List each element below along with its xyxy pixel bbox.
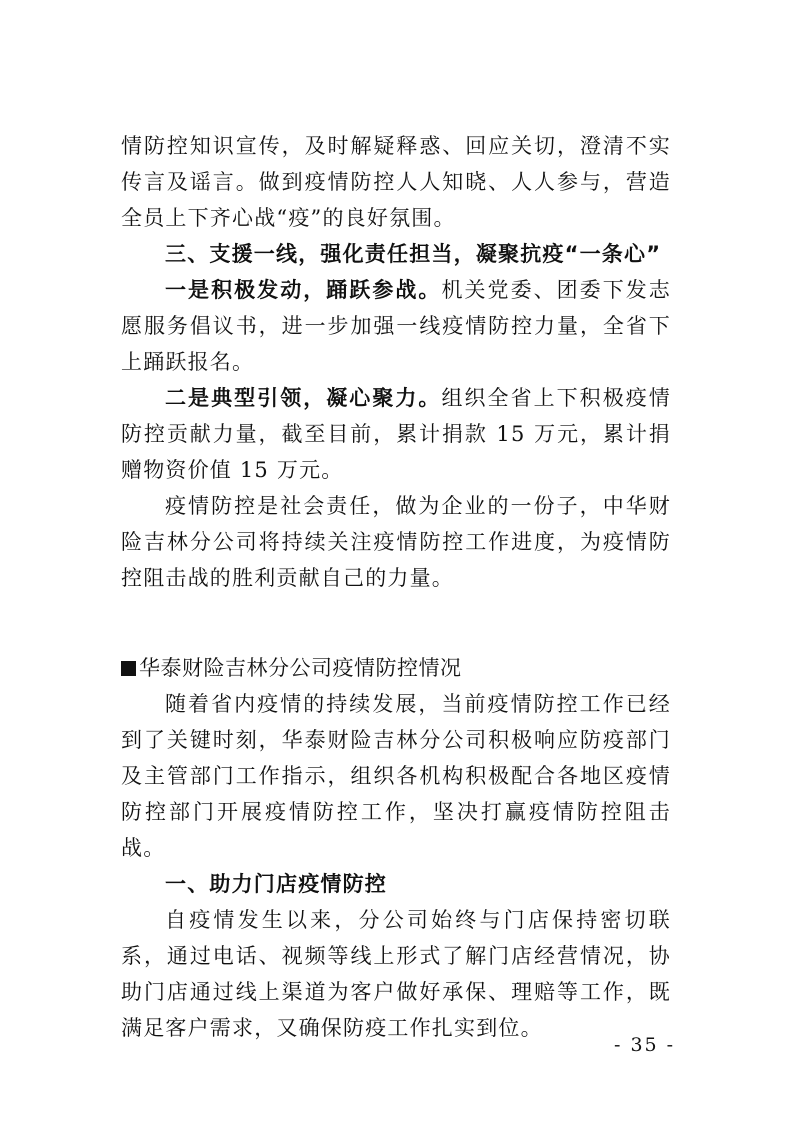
paragraph-donation	[121, 380, 671, 488]
page-number: - 35 -	[614, 1034, 676, 1056]
paragraph-huatai-intro: 随着省内疫情的持续发展，当前疫情防控工作已经到了关键时刻，华泰财险吉林分公司积极响应防疫部门及主管部门工作指示，组织各机构积极配合各地区疫情防控部门开展疫情防控工作，坚决打赢疫情防控阻击战。	[121, 692, 671, 860]
paragraph-mobilize-text: 机关党委、团委下发志愿服务倡议书，进一步加强一线疫情防控力量，全省下上踊跃报名。	[121, 278, 671, 374]
paragraph-responsibility: 疫情防控是社会责任，做为企业的一份子，中华财险吉林分公司将持续关注疫情防控工作进度，为疫情防控阻击战的胜利贡献自己的力量。	[121, 494, 671, 590]
paragraph-donation-text: 组织全省上下积极疫情防控贡献力量，截至目前，累计捐款 15 万元，累计捐赠物资价值 15 万元。	[121, 386, 671, 482]
paragraph-store-contact: 自疫情发生以来，分公司始终与门店保持密切联系，通过电话、视频等线上形式了解门店经营情况，协助门店通过线上渠道为客户做好承保、理赔等工作，既满足客户需求，又确保防疫工作扎实到位。	[121, 908, 671, 1040]
paragraph-propaganda: 情防控知识宣传，及时解疑释惑、回应关切，澄清不实传言及谣言。做到疫情防控人人知晓、人人参与，营造全员上下齐心战“疫”的良好氛围。	[121, 134, 671, 230]
heading-store-support: 一、助力门店疫情防控	[165, 872, 387, 896]
section-title-huatai	[121, 650, 681, 686]
paragraph-mobilize	[121, 272, 671, 380]
section-title-text: 华泰财险吉林分公司疫情防控情况	[139, 656, 462, 680]
section-huatai-body	[121, 686, 671, 1046]
paragraph-mobilize-lead: 一是积极发动，踊跃参战。	[165, 278, 442, 302]
heading-support-frontline: 三、支援一线，强化责任担当，凝聚抗疫“一条心”	[165, 242, 662, 266]
black-square-icon	[121, 661, 136, 676]
paragraph-donation-lead: 二是典型引领，凝心聚力。	[165, 386, 442, 410]
section-one-continuation	[121, 128, 671, 596]
